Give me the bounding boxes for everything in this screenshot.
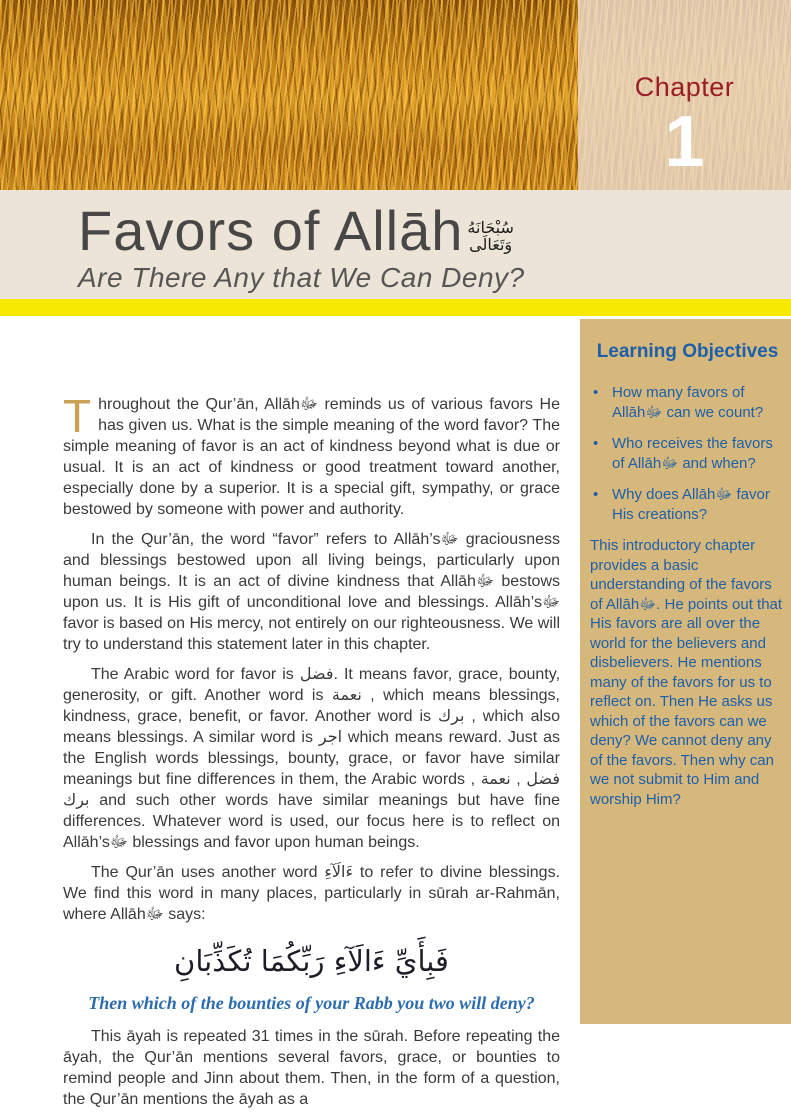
- body-text-column: [63, 390, 561, 1119]
- bullet-icon: •: [593, 486, 599, 503]
- objective-text: Who receives the favors of Allāhﷻ and when?: [612, 435, 773, 472]
- verse-translation: Then which of the bounties of your Rabb you two will deny?: [88, 993, 535, 1013]
- objective-item: [590, 434, 785, 474]
- objective-text: How many favors of Allāhﷻ can we count?: [612, 384, 764, 421]
- chapter-number: 1: [664, 102, 705, 182]
- paragraph-ayah-repeated: This āyah is repeated 31 times in the sūrah. Before repeating the āyah, the Qur’ān mentions several favors, grace, or bounties to remind people and Jinn about them. Then, in the form of a question, the Qur’ān mentions the āyah as a: [63, 1028, 560, 1108]
- paragraph-favor-meaning: In the Qur’ān, the word “favor” refers to Allāh’sﷻ graciousness and blessings bestowed upon all living beings, particularly upon human beings. It is an act of divine kindness that Allāhﷻ bestows upon us. It is His gift of unconditional love and blessings. Allāh’sﷻ favor is based on His mercy, not entirely on our righteousness. We will try to understand this statement later in this chapter.: [63, 531, 561, 653]
- learning-objectives-panel: [580, 319, 791, 1024]
- sidebar-summary: This introductory chapter provides a basic understanding of the favors of Allāhﷻ. He points out that His favors are all over the world for the believers and disbelievers. He mentions many of the favors for us to reflect on. Then He asks us which of the favors can we deny? We cannot deny any of the favors. Then why can we not submit to Him and worship Him?: [590, 537, 783, 808]
- paragraph-arabic-words: The Arabic word for favor is فضل. It means favor, grace, bounty, generosity, or gift. Another word is نعمة , which means blessings, kindness, grace, benefit, or favor. Another word is برك , which also means blessings. A similar word is اجر which means reward. Just as the English words blessings, bounty, grace, or favor have similar meanings but fine differences in them, the Arabic words فضل , نعمة , برك and such other words have similar meanings but have fine differences. Whatever word is used, our focus here is to reflect on Allāh’sﷻ blessings and favor upon human beings.: [63, 666, 561, 851]
- objective-item: [590, 485, 785, 525]
- paragraph-alaa-word: The Qur’ān uses another word ءَالَآءِ to refer to divine blessings. We find this word in many places, particularly in sūrah ar-Rahmān, where Allāhﷻ says:: [63, 864, 561, 923]
- honorific-line-1: سُبْحَانَهُ: [467, 218, 514, 237]
- honorific-line-2: وَتَعَالَى: [469, 235, 513, 254]
- page-subtitle: Are There Any that We Can Deny?: [78, 262, 525, 293]
- bullet-icon: •: [593, 435, 599, 452]
- objectives-list: [590, 383, 785, 525]
- title-row: [78, 199, 791, 262]
- paragraph-intro-text: hroughout the Qur’ān, Allāhﷻ reminds us of various favors He has given us. What is the simple meaning of the word favor? The simple meaning of favor is an act of kindness beyond what is due or usual. It is an act of kindness or good treatment toward another, especially done by a superior. It is a special gift, sympathy, or grace bestowed by someone with power and authority.: [63, 396, 560, 518]
- paragraph-intro: [63, 390, 560, 520]
- bullet-icon: •: [593, 384, 599, 401]
- objective-item: [590, 383, 785, 423]
- chapter-label: Chapter: [634, 72, 735, 102]
- sidebar-heading: Learning Objectives: [596, 341, 779, 362]
- wheat-field-photo: [0, 0, 578, 190]
- title-band: [0, 190, 791, 299]
- quran-verse-arabic: فَبِأَيِّ ءَالَآءِ رَبِّكُمَا تُكَذِّبَانِ: [174, 944, 449, 978]
- objective-text: Why does Allāhﷻ favor His creations?: [612, 486, 770, 523]
- page-title: Favors of Allāh: [78, 199, 464, 262]
- honorific-calligraphy: [467, 219, 513, 253]
- drop-cap: T: [63, 390, 92, 442]
- yellow-accent-bar: [0, 299, 791, 316]
- chapter-panel: [578, 0, 791, 190]
